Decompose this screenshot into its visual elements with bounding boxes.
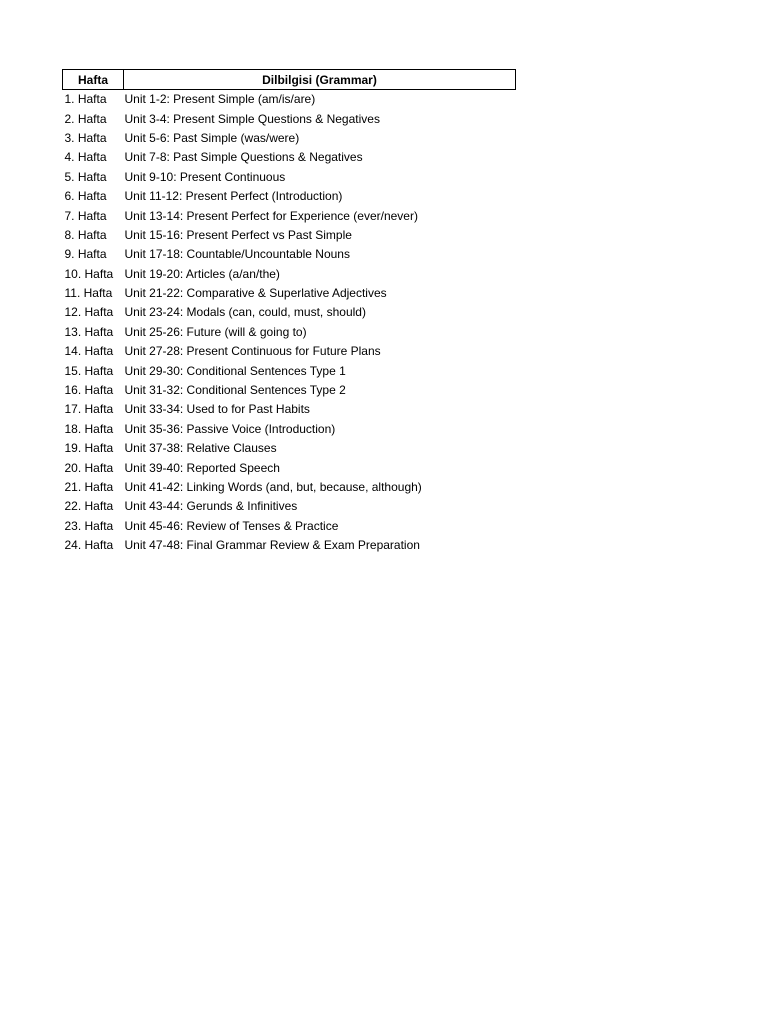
table-row	[63, 536, 516, 555]
header-week: Hafta	[63, 70, 124, 90]
week-cell: 24. Hafta	[64, 538, 114, 553]
table-row	[63, 439, 516, 458]
table-row	[63, 245, 516, 264]
table-row	[63, 517, 516, 536]
table-row	[63, 90, 516, 110]
table-row	[63, 168, 516, 187]
week-cell: 6. Hafta	[64, 189, 107, 204]
topic-cell: Unit 13-14: Present Perfect for Experience (ever/never)	[124, 208, 418, 223]
table-row	[63, 323, 516, 342]
week-cell: 1. Hafta	[64, 92, 107, 107]
week-cell: 2. Hafta	[64, 111, 107, 126]
week-cell: 4. Hafta	[64, 150, 107, 165]
table-body	[63, 90, 516, 556]
topic-cell: Unit 19-20: Articles (a/an/the)	[124, 266, 280, 281]
topic-cell: Unit 45-46: Review of Tenses & Practice	[124, 518, 339, 533]
table-row	[63, 148, 516, 167]
week-cell: 8. Hafta	[64, 227, 107, 242]
topic-cell: Unit 35-36: Passive Voice (Introduction)	[124, 421, 336, 436]
table-row	[63, 361, 516, 380]
week-cell: 19. Hafta	[64, 441, 114, 456]
week-cell: 15. Hafta	[64, 363, 114, 378]
topic-cell: Unit 31-32: Conditional Sentences Type 2	[124, 383, 346, 398]
week-cell: 22. Hafta	[64, 499, 114, 514]
topic-cell: Unit 3-4: Present Simple Questions & Negatives	[124, 111, 380, 126]
topic-cell: Unit 7-8: Past Simple Questions & Negatives	[124, 150, 363, 165]
week-cell: 23. Hafta	[64, 518, 114, 533]
topic-cell: Unit 29-30: Conditional Sentences Type 1	[124, 363, 346, 378]
topic-cell: Unit 23-24: Modals (can, could, must, should)	[124, 305, 366, 320]
topic-cell: Unit 11-12: Present Perfect (Introduction)	[124, 189, 343, 204]
topic-cell: Unit 17-18: Countable/Uncountable Nouns	[124, 247, 350, 262]
week-cell: 16. Hafta	[64, 383, 114, 398]
topic-cell: Unit 43-44: Gerunds & Infinitives	[124, 499, 298, 514]
topic-cell: Unit 33-34: Used to for Past Habits	[124, 402, 310, 417]
topic-cell: Unit 37-38: Relative Clauses	[124, 441, 277, 456]
table-row	[63, 284, 516, 303]
table-row	[63, 187, 516, 206]
week-cell: 3. Hafta	[64, 130, 107, 145]
week-cell: 21. Hafta	[64, 480, 114, 494]
table-row	[63, 381, 516, 400]
table-row	[63, 400, 516, 419]
table-header	[63, 70, 516, 90]
table-row	[63, 478, 516, 497]
topic-cell: Unit 5-6: Past Simple (was/were)	[124, 130, 300, 145]
table-row	[63, 109, 516, 128]
grammar-schedule-sheet	[62, 69, 515, 555]
table-row	[63, 420, 516, 439]
table-row	[63, 129, 516, 148]
week-cell: 11. Hafta	[64, 286, 113, 301]
week-cell: 7. Hafta	[64, 208, 107, 223]
week-cell: 18. Hafta	[64, 421, 114, 436]
topic-cell: Unit 21-22: Comparative & Superlative Adjectives	[124, 286, 387, 301]
week-cell: 17. Hafta	[64, 402, 114, 417]
week-cell: 5. Hafta	[64, 169, 107, 184]
topic-cell: Unit 25-26: Future (will & going to)	[124, 324, 307, 339]
table-row	[63, 265, 516, 284]
topic-cell: Unit 41-42: Linking Words (and, but, because, although)	[124, 480, 422, 494]
table-row	[63, 206, 516, 225]
topic-cell: Unit 9-10: Present Continuous	[124, 169, 286, 184]
topic-cell: Unit 47-48: Final Grammar Review & Exam Preparation	[124, 538, 420, 553]
table-row	[63, 226, 516, 245]
week-cell: 10. Hafta	[64, 266, 114, 281]
topic-cell: Unit 1-2: Present Simple (am/is/are)	[124, 92, 316, 107]
grammar-schedule-table	[62, 69, 516, 555]
table-row	[63, 458, 516, 477]
topic-cell: Unit 15-16: Present Perfect vs Past Simple	[124, 227, 352, 242]
week-cell: 9. Hafta	[64, 247, 107, 262]
week-cell: 20. Hafta	[64, 460, 114, 475]
topic-cell: Unit 27-28: Present Continuous for Future Plans	[124, 344, 381, 359]
table-row	[63, 342, 516, 361]
header-topic: Dilbilgisi (Grammar)	[124, 70, 516, 90]
week-cell: 13. Hafta	[64, 324, 114, 339]
topic-cell: Unit 39-40: Reported Speech	[124, 460, 280, 475]
week-cell: 12. Hafta	[64, 305, 114, 320]
week-cell: 14. Hafta	[64, 344, 114, 359]
table-row	[63, 303, 516, 322]
header-row	[63, 70, 516, 90]
table-row	[63, 497, 516, 516]
